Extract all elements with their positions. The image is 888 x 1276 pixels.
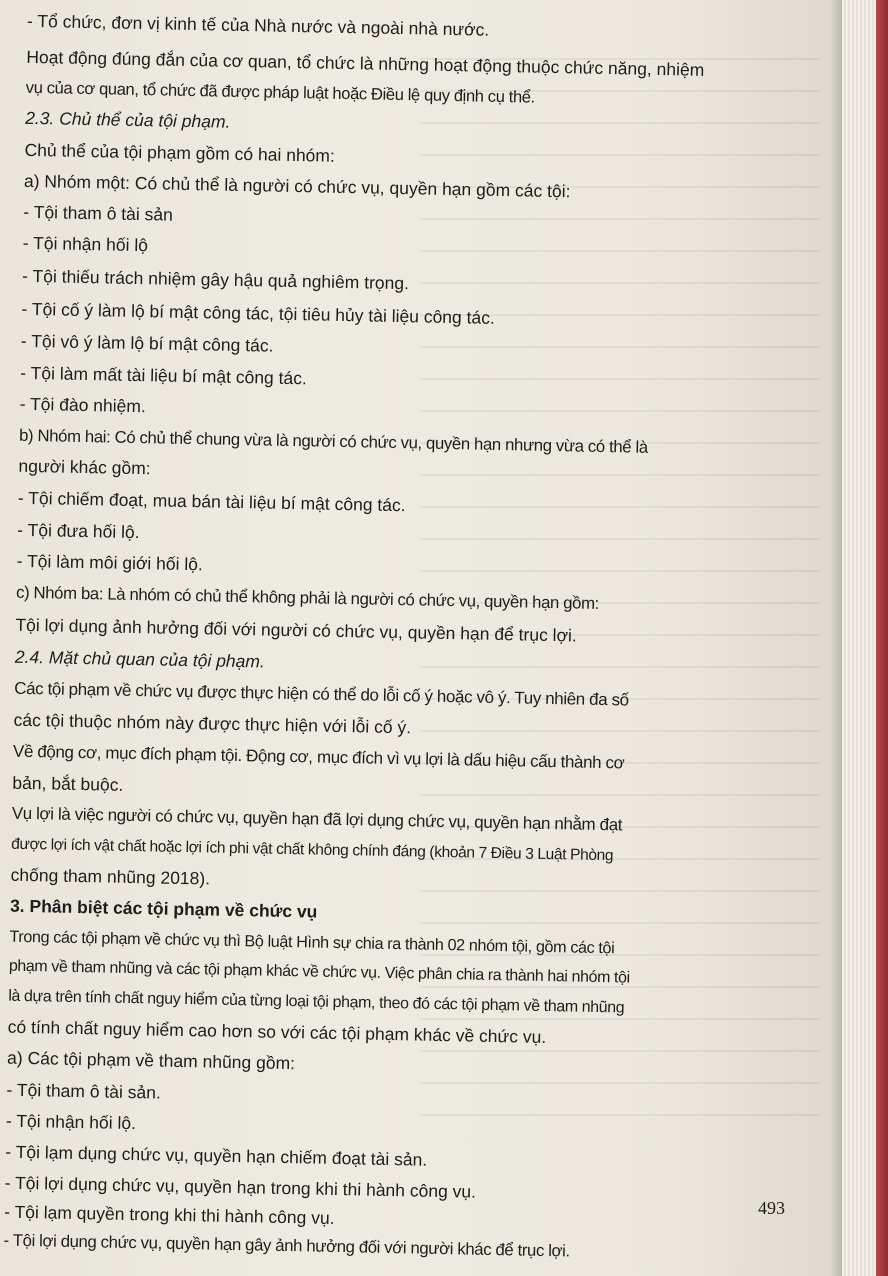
section-heading: 2.3. Chủ thể của tội phạm. xyxy=(24,107,231,132)
list-item: - Tội lạm quyền trong khi thi hành công vụ. xyxy=(3,1201,335,1228)
text-line: bản, bắt buộc. xyxy=(12,772,124,795)
list-item: - Tội nhận hối lộ xyxy=(22,232,149,256)
list-item: - Tội tham ô tài sản xyxy=(23,201,174,225)
section-heading: 2.4. Mặt chủ quan của tội phạm. xyxy=(14,646,266,672)
text-line: Vụ lợi là việc người có chức vụ, quyền hạn đã lợi dụng chức vụ, quyền hạn nhằm đạt xyxy=(11,803,623,835)
text-line: phạm về tham nhũng và các tội phạm khác về chức vụ. Việc phân chia ra thành hai nhóm tội xyxy=(8,957,630,987)
list-item: - Tội đào nhiệm. xyxy=(19,393,147,417)
text-line: a) Các tội phạm về tham nhũng gồm: xyxy=(6,1047,296,1074)
list-item: - Tội lợi dụng chức vụ, quyền hạn gây ảnh hưởng đối với người khác để trục lợi. xyxy=(3,1230,570,1261)
list-item: - Tội làm môi giới hối lộ. xyxy=(16,550,204,575)
list-item: - Tội lợi dụng chức vụ, quyền hạn trong khi thi hành công vụ. xyxy=(4,1172,477,1202)
text-line: Chủ thể của tội phạm gồm có hai nhóm: xyxy=(24,139,336,166)
text-line: Trong các tội phạm về chức vụ thì Bộ luật Hình sự chia ra thành 02 nhóm tội, gồm các tội xyxy=(9,927,615,958)
list-item: - Tội vô ý làm lộ bí mật công tác. xyxy=(20,330,274,356)
text-line: c) Nhóm ba: Là nhóm có chủ thể không phải là người có chức vụ, quyền hạn gồm: xyxy=(15,582,600,613)
text-line: được lợi ích vật chất hoặc lợi ích phi vật chất không chính đáng (khoản 7 Điều 3 Luật Phòng xyxy=(11,835,614,865)
text-line: chống tham nhũng 2018). xyxy=(10,864,211,889)
book-cover-edge xyxy=(876,0,888,1276)
text-line: có tính chất nguy hiểm cao hơn so với các tội phạm khác về chức vụ. xyxy=(7,1016,547,1048)
list-item: - Tội chiếm đoạt, mua bán tài liệu bí mật công tác. xyxy=(17,487,406,516)
text-line: là dựa trên tính chất nguy hiểm của từng loại tội phạm, theo đó các tội phạm về tham nhũng xyxy=(8,987,625,1017)
page-gutter-shadow xyxy=(830,0,842,1276)
text-line: Hoạt động đúng đắn của cơ quan, tổ chức là những hoạt động thuộc chức năng, nhiệm xyxy=(26,46,705,80)
list-item: - Tội nhận hối lộ. xyxy=(5,1110,137,1134)
list-item: - Tội lạm dụng chức vụ, quyền hạn chiếm đoạt tài sản. xyxy=(5,1141,428,1170)
text-line: vụ của cơ quan, tổ chức đã được pháp luật hoặc Điều lệ quy định cụ thể. xyxy=(25,77,535,107)
list-item: - Tội thiếu trách nhiệm gây hậu quả nghiêm trọng. xyxy=(21,265,410,294)
text-line: Tội lợi dụng ảnh hưởng đối với người có chức vụ, quyền hạn để trục lợi. xyxy=(15,614,577,646)
list-item: - Tội đưa hối lộ. xyxy=(17,519,140,543)
list-item: - Tội cố ý làm lộ bí mật công tác, tội tiêu hủy tài liệu công tác. xyxy=(21,298,496,328)
list-item: - Tội làm mất tài liệu bí mật công tác. xyxy=(20,362,308,389)
text-line: Về động cơ, mục đích phạm tội. Động cơ, mục đích vì vụ lợi là dấu hiệu cấu thành cơ xyxy=(12,741,625,773)
text-line: các tội thuộc nhóm này được thực hiện với lỗi cố ý. xyxy=(13,709,412,738)
text-line: - Tổ chức, đơn vị kinh tế của Nhà nước và ngoài nhà nước. xyxy=(26,10,490,40)
section-heading: 3. Phân biệt các tội phạm về chức vụ xyxy=(9,895,318,922)
text-line: Các tội phạm về chức vụ được thực hiện có thể do lỗi cố ý hoặc vô ý. Tuy nhiên đa số xyxy=(14,678,629,710)
text-line: b) Nhóm hai: Có chủ thể chung vừa là người có chức vụ, quyền hạn nhưng vừa có thể là xyxy=(18,425,648,457)
list-item: - Tội tham ô tài sản. xyxy=(6,1079,162,1103)
text-line: a) Nhóm một: Có chủ thể là người có chức vụ, quyền hạn gồm các tội: xyxy=(23,170,571,202)
page-number: 493 xyxy=(758,1198,785,1218)
text-line: người khác gồm: xyxy=(18,455,151,479)
